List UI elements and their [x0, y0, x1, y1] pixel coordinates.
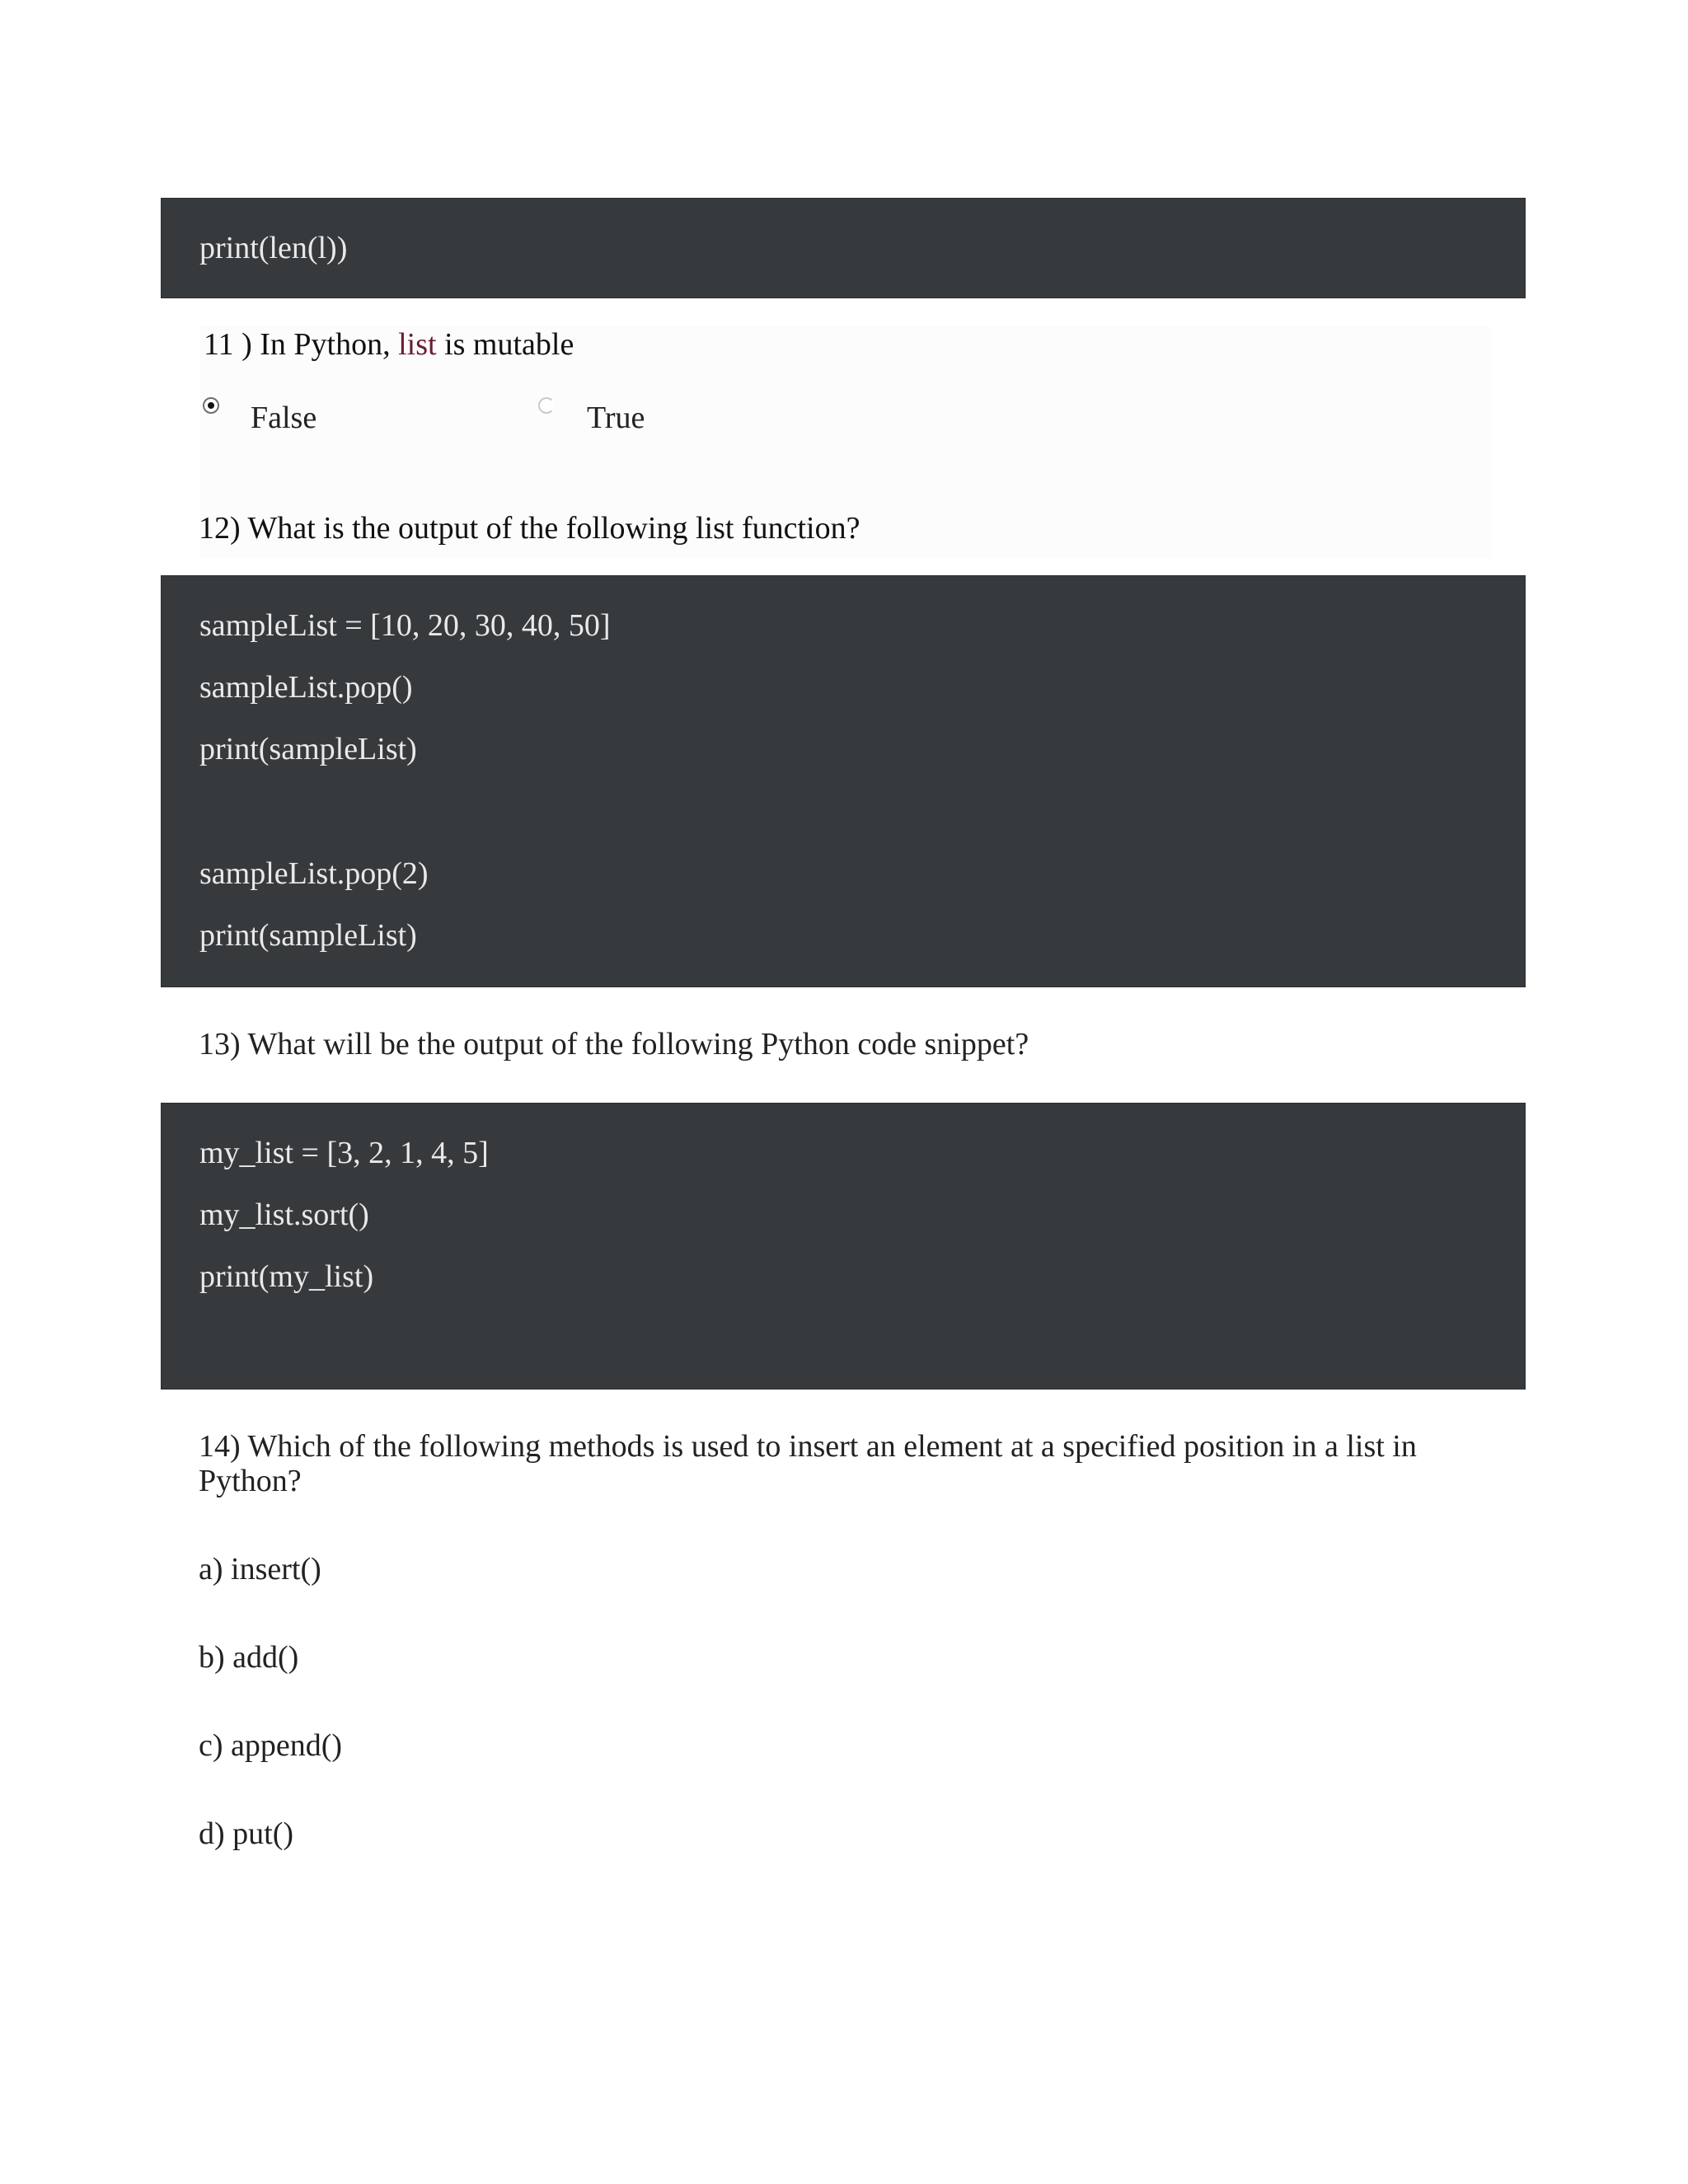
- code-line: my_list.sort(): [199, 1197, 369, 1232]
- question-13-text: 13) What will be the output of the following Python code snippet?: [199, 1027, 1029, 1062]
- question-14-text-line-2: Python?: [199, 1464, 302, 1498]
- question-11-text-before: In Python,: [260, 327, 391, 362]
- code-line: sampleList.pop(): [199, 670, 413, 705]
- code-line: sampleList.pop(2): [199, 856, 429, 891]
- question-14-text-line-1: 14) Which of the following methods is used to insert an element at a specified position in a list in: [199, 1429, 1417, 1464]
- question-11-text: [204, 326, 574, 363]
- option-c: c) append(): [199, 1728, 343, 1763]
- code-line: print(len(l)): [199, 231, 348, 265]
- code-block-3: [161, 1103, 1526, 1390]
- option-false-label[interactable]: False: [251, 401, 317, 435]
- question-11-text-after: is mutable: [444, 327, 574, 362]
- code-block-2: [161, 575, 1526, 987]
- code-line: my_list = [3, 2, 1, 4, 5]: [199, 1136, 489, 1170]
- code-line: print(sampleList): [199, 732, 417, 766]
- question-11-highlight: list: [398, 327, 437, 362]
- radio-false[interactable]: [203, 397, 219, 414]
- question-11-number: 11 ): [204, 327, 252, 362]
- option-d: d) put(): [199, 1816, 294, 1851]
- code-line: print(my_list): [199, 1259, 374, 1294]
- option-a: a) insert(): [199, 1552, 321, 1586]
- radio-true[interactable]: [538, 397, 555, 414]
- code-block-1: [161, 198, 1526, 298]
- question-12-text: 12) What is the output of the following list function?: [199, 511, 860, 546]
- option-b: b) add(): [199, 1640, 299, 1675]
- option-true-label[interactable]: True: [587, 401, 645, 435]
- code-line: print(sampleList): [199, 918, 417, 953]
- code-line: sampleList = [10, 20, 30, 40, 50]: [199, 608, 611, 643]
